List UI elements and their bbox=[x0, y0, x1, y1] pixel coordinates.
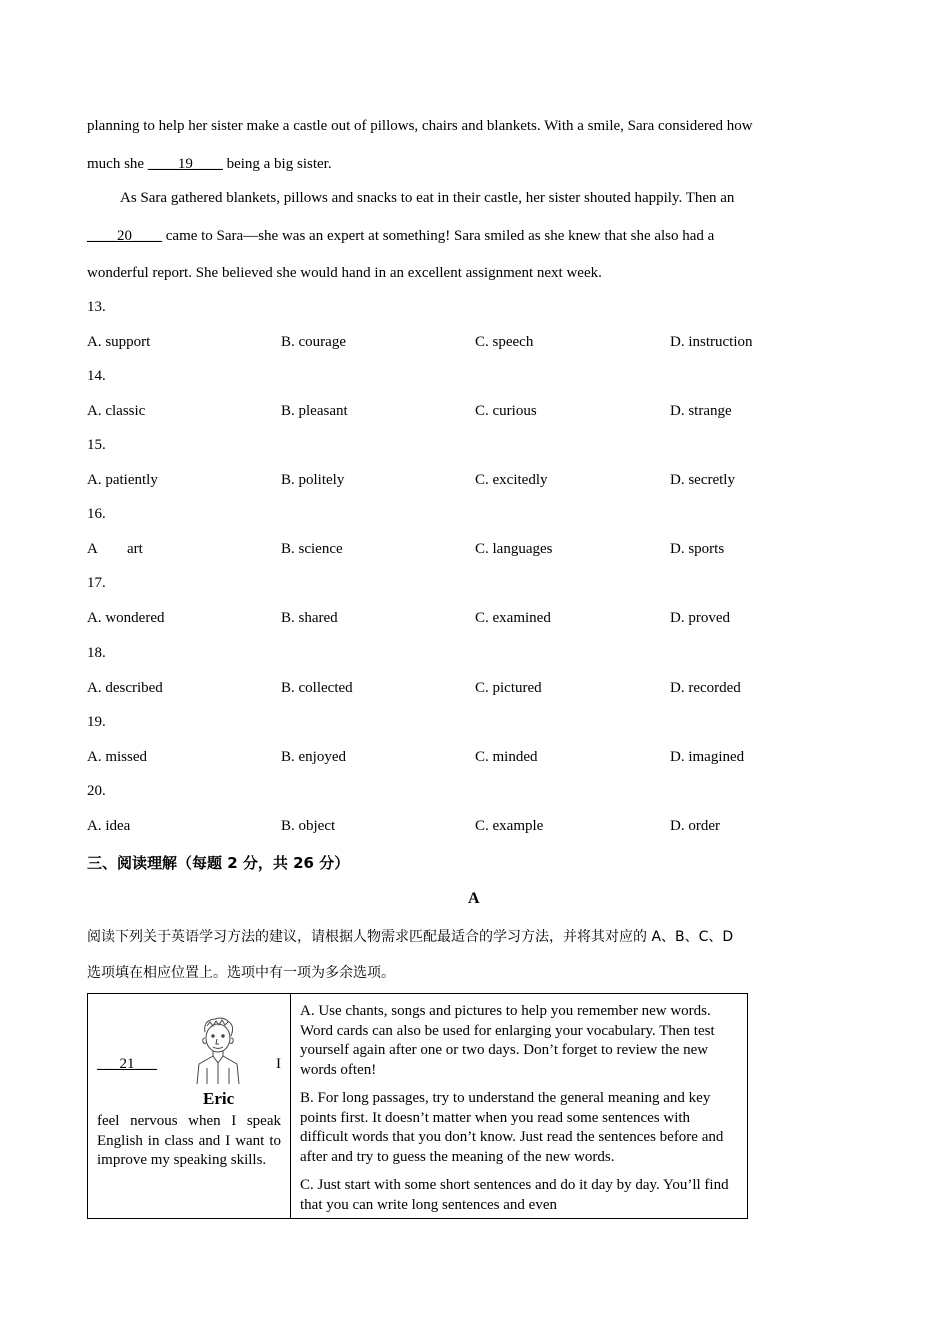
passage-line-2 bbox=[87, 156, 332, 173]
blank-19: ____19____ bbox=[147, 156, 223, 172]
person-name: Eric bbox=[203, 1089, 235, 1108]
options-cell bbox=[291, 994, 748, 1219]
eric-text-start: I bbox=[276, 1056, 281, 1072]
question-number: 19. bbox=[87, 714, 106, 730]
instruction-line-1: 阅读下列关于英语学习方法的建议，请根据人物需求匹配最适合的学习方法，并将其对应的 A、B、C、D bbox=[87, 929, 734, 945]
passage-text: much she bbox=[87, 156, 148, 172]
option-b[interactable]: B. collected bbox=[281, 680, 353, 696]
instruction-line-2: 选项填在相应位置上。选项中有一项为多余选项。 bbox=[87, 965, 395, 981]
section-title: 三、阅读理解（每题 2 分，共 26 分） bbox=[87, 854, 350, 872]
option-c[interactable]: C. languages bbox=[475, 541, 553, 557]
option-b[interactable]: B. courage bbox=[281, 334, 346, 350]
passage-line-5: wonderful report. She believed she would hand in an excellent assignment next week. bbox=[87, 265, 602, 281]
passage-line-4 bbox=[87, 228, 714, 245]
option-a[interactable]: A. idea bbox=[87, 818, 131, 834]
passage-text: being a big sister. bbox=[222, 156, 332, 172]
option-b[interactable]: B. enjoyed bbox=[281, 749, 346, 765]
option-a[interactable]: A. classic bbox=[87, 403, 146, 419]
option-d[interactable]: D. strange bbox=[670, 403, 732, 419]
question-number: 16. bbox=[87, 506, 106, 522]
option-c[interactable]: C. examined bbox=[475, 610, 551, 626]
passage-label: A bbox=[468, 890, 480, 907]
option-b[interactable]: B. object bbox=[281, 818, 336, 834]
option-b[interactable]: B. science bbox=[281, 541, 343, 557]
question-number: 14. bbox=[87, 368, 106, 384]
passage-text: came to Sara—she was an expert at something! Sara smiled as she knew that she also had a bbox=[162, 228, 715, 244]
question-number: 15. bbox=[87, 437, 106, 453]
option-c[interactable]: C. minded bbox=[475, 749, 538, 765]
matching-table bbox=[87, 993, 748, 1219]
option-a[interactable]: A. wondered bbox=[87, 610, 165, 626]
option-a[interactable]: A. missed bbox=[87, 749, 147, 765]
option-d[interactable]: D. imagined bbox=[670, 749, 745, 765]
option-c[interactable]: C. curious bbox=[475, 403, 537, 419]
option-d[interactable]: D. instruction bbox=[670, 334, 753, 350]
method-option-b: B. For long passages, try to understand the general meaning and key points first. It doesn’t matter when you read some sentences with difficult words that you don’t know. Just read the sentences before and after and try to guess the meaning of the new words. bbox=[300, 1090, 724, 1165]
option-b[interactable]: B. politely bbox=[281, 472, 345, 488]
option-d[interactable]: D. proved bbox=[670, 610, 730, 626]
option-b[interactable]: B. shared bbox=[281, 610, 338, 626]
option-c[interactable]: C. pictured bbox=[475, 680, 542, 696]
option-c[interactable]: C. excitedly bbox=[475, 472, 548, 488]
option-d[interactable]: D. sports bbox=[670, 541, 725, 557]
option-d[interactable]: D. order bbox=[670, 818, 720, 834]
question-number: 18. bbox=[87, 645, 106, 661]
blank-20: ____20____ bbox=[87, 228, 162, 244]
option-a[interactable]: A art bbox=[87, 541, 143, 557]
person-need: feel nervous when I speak English in class and I want to improve my speaking skills. bbox=[97, 1113, 281, 1168]
option-a[interactable]: A. patiently bbox=[87, 472, 158, 488]
person-cell-eric bbox=[88, 994, 291, 1219]
method-option-c: C. Just start with some short sentences and do it day by day. You’ll find that you can write long sentences and even bbox=[300, 1177, 729, 1213]
method-option-a: A. Use chants, songs and pictures to help you remember new words. Word cards can also be used for enlarging your vocabulary. Then test yourself again after one or two days. Don’t forget to review the new words often! bbox=[300, 1003, 715, 1078]
eric-avatar-icon bbox=[193, 1016, 243, 1086]
option-d[interactable]: D. recorded bbox=[670, 680, 741, 696]
question-number: 20. bbox=[87, 783, 106, 799]
option-d[interactable]: D. secretly bbox=[670, 472, 735, 488]
question-number: 17. bbox=[87, 575, 106, 591]
option-b[interactable]: B. pleasant bbox=[281, 403, 348, 419]
option-c[interactable]: C. example bbox=[475, 818, 544, 834]
answer-blank-21[interactable]: ___21___ bbox=[97, 1056, 157, 1072]
passage-line-1: planning to help her sister make a castle out of pillows, chairs and blankets. With a smile, Sara considered how bbox=[87, 118, 753, 134]
passage-line-3: As Sara gathered blankets, pillows and snacks to eat in their castle, her sister shouted happily. Then an bbox=[120, 190, 735, 206]
option-a[interactable]: A. support bbox=[87, 334, 151, 350]
option-c[interactable]: C. speech bbox=[475, 334, 534, 350]
option-a[interactable]: A. described bbox=[87, 680, 163, 696]
question-number: 13. bbox=[87, 299, 106, 315]
